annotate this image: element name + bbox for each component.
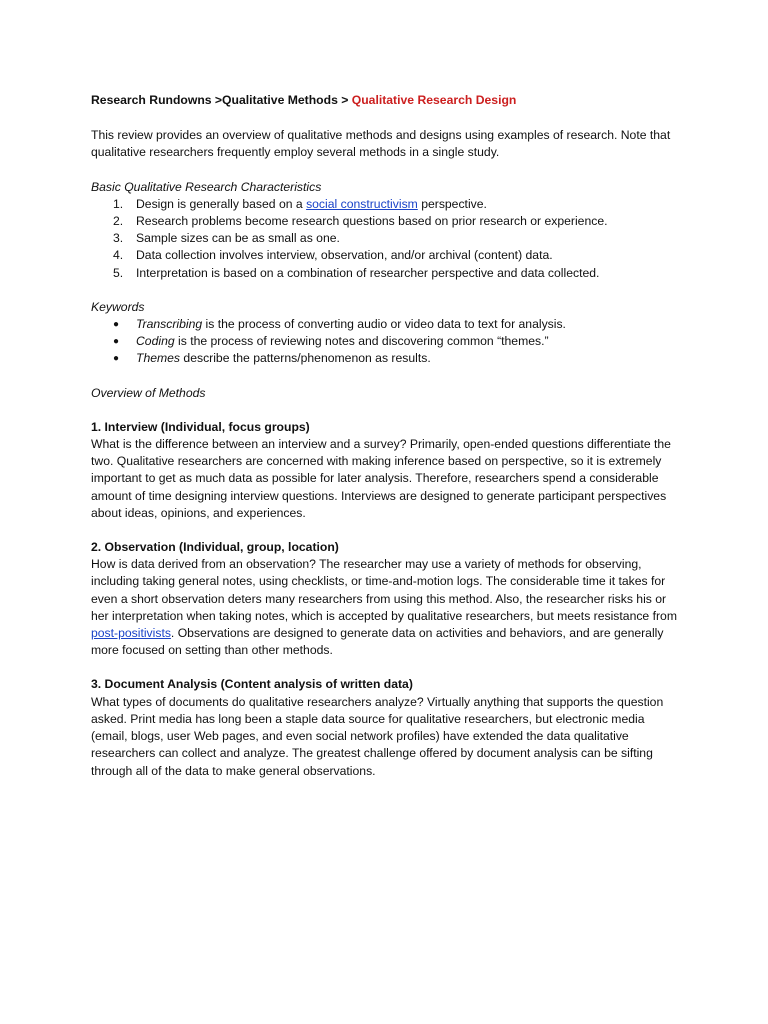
keyword-term: Coding [136, 334, 175, 349]
method-title: 3. Document Analysis (Content analysis of written data) [91, 677, 413, 692]
breadcrumb-current: Qualitative Research Design [351, 93, 517, 107]
bullet-icon: ● [113, 319, 120, 331]
method-text: . Observations are designed to generate data on activities and behaviors, and are generally more focused on setting than other methods. [91, 626, 664, 658]
list-item [91, 350, 683, 367]
list-number: 2. [113, 214, 124, 229]
keywords-heading: Keywords [91, 299, 145, 314]
list-text: Sample sizes can be as small as one. [136, 231, 340, 246]
method-body: What is the difference between an interview and a survey? Primarily, open-ended questions differentiate the two. Qualitative researchers are concerned with making inference based on perspective, so it is extremely important to get as much data as possible for later analysis. Therefore, researchers spend a considerable amount of time designing interview questions. Interviews are designed to generate participant perspectives about ideas, opinions, and experiences. [91, 437, 671, 520]
list-item [91, 247, 683, 264]
list-item [91, 213, 683, 230]
method-title: 1. Interview (Individual, focus groups) [91, 419, 310, 434]
list-item [91, 316, 683, 333]
characteristics-list [91, 196, 683, 282]
list-item [91, 265, 683, 282]
keyword-term: Themes [136, 351, 181, 366]
document-page [91, 92, 683, 797]
method-title: 2. Observation (Individual, group, location) [91, 540, 339, 555]
method-body [91, 556, 683, 659]
method-text: How is data derived from an observation? The researcher may use a variety of methods for observing, including taking general notes, using checklists, or time-and-motion logs. The considerable time it takes for even a short observation deters many researchers from using this method. Also, the researcher risks his or her interpretation when taking notes, which is accepted by qualitative researchers, but meets resistance from [91, 557, 677, 623]
characteristics-heading: Basic Qualitative Research Characteristics [91, 179, 322, 194]
list-text: perspective. [417, 196, 487, 211]
list-text: Interpretation is based on a combination of researcher perspective and data collected. [136, 265, 600, 280]
breadcrumb [91, 92, 683, 109]
method-body: What types of documents do qualitative researchers analyze? Virtually anything that supports the question asked. Print media has long been a staple data source for qualitative researchers, but electronic media (email, blogs, user Web pages, and even social network profiles) have extended the data qualitative researchers can collect and analyze. The greatest challenge offered by document analysis can be sifting through all of the data to make general observations. [91, 694, 664, 778]
list-number: 3. [113, 231, 124, 246]
keyword-term: Transcribing [136, 317, 203, 332]
list-text: Research problems become research questions based on prior research or experience. [136, 214, 608, 229]
bullet-icon: ● [113, 353, 120, 365]
social-constructivism-link[interactable]: social constructivism [306, 196, 418, 211]
keyword-definition: describe the patterns/phenomenon as results. [180, 351, 431, 366]
overview-heading: Overview of Methods [91, 385, 206, 400]
list-number: 1. [113, 196, 124, 211]
list-text: Design is generally based on a [136, 196, 307, 211]
list-number: 4. [113, 248, 124, 263]
keyword-definition: is the process of reviewing notes and discovering common “themes.” [174, 334, 549, 349]
post-positivists-link[interactable]: post-positivists [91, 626, 171, 641]
list-number: 5. [113, 265, 124, 280]
list-item [91, 196, 683, 213]
list-text: Data collection involves interview, observation, and/or archival (content) data. [136, 248, 553, 263]
intro-paragraph: This review provides an overview of qualitative methods and designs using examples of research. Note that qualitative researchers frequently employ several methods in a single study. [91, 128, 671, 160]
list-item [91, 333, 683, 350]
bullet-icon: ● [113, 336, 120, 348]
keyword-definition: is the process of converting audio or video data to text for analysis. [202, 317, 566, 332]
keywords-list [91, 316, 683, 368]
breadcrumb-path[interactable]: Research Rundowns >Qualitative Methods > [91, 93, 352, 107]
list-item [91, 230, 683, 247]
